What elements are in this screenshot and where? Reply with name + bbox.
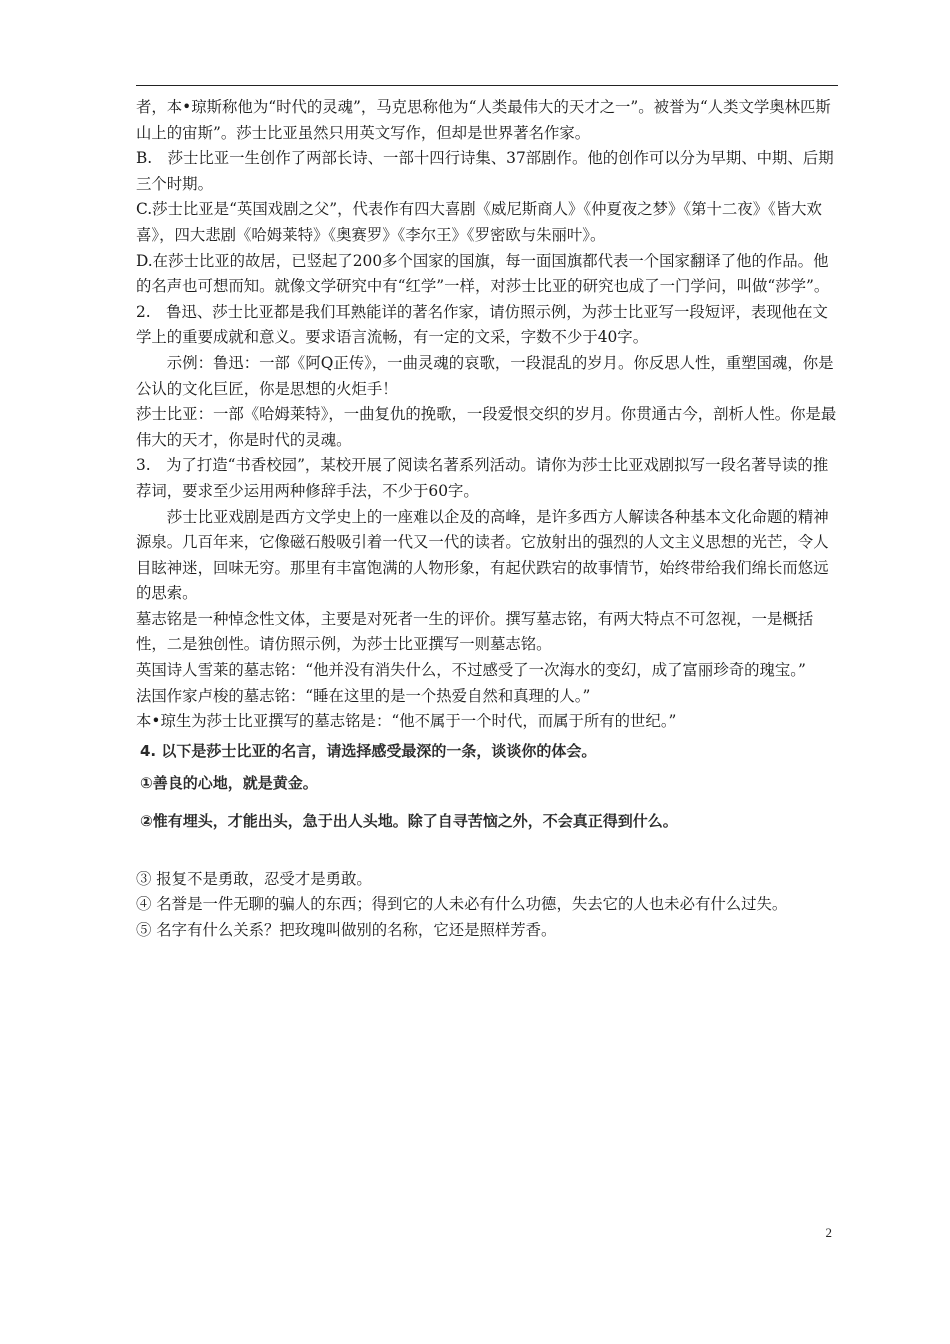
epitaph-intro: 墓志铭是一种悼念性文体，主要是对死者一生的评价。撰写墓志铭，有两大特点不可忽视，一是概括性，二是独创性。请仿照示例，为莎士比亚撰写一则墓志铭。: [136, 609, 814, 654]
question-2: 2. 鲁迅、莎士比亚都是我们耳熟能详的著名作家，请仿照示例，为莎士比亚写一段短评，表现他在文学上的重要成就和意义。要求语言流畅，有一定的文采，字数不少于40字。: [136, 302, 828, 347]
paragraph-option-a-continued: 者，本•琼斯称他为“时代的灵魂”，马克思称他为“人类最伟大的天才之一”。被誉为“人类文学奥林匹斯山上的宙斯”。莎士比亚虽然只用英文写作，但却是世界著名作家。: [136, 98, 831, 142]
question-2-example: 示例：鲁迅：一部《阿Q正传》，一曲灵魂的哀歌，一段混乱的岁月。你反思人性，重塑国魂，你是公认的文化巨匠，你是思想的火炬手！: [136, 353, 834, 398]
quote-4: ④ 名誉是一件无聊的骗人的东西；得到它的人未必有什么功德，失去它的人也未必有什么过失。: [136, 895, 788, 914]
quotes-list: [136, 867, 838, 944]
question-4-block: [136, 737, 838, 835]
question-3: 3. 为了打造“书香校园”，某校开展了阅读名著系列活动。请你为莎士比亚戏剧拟写一段名著导读的推荐词，要求至少运用两种修辞手法，不少于60字。: [136, 456, 829, 500]
document-body: [136, 95, 838, 944]
paragraph-option-d: D.在莎士比亚的故居，已竖起了200多个国家的国旗，每一面国旗都代表一个国家翻译了他的作品。他的名声也可想而知。就像文学研究中有“红学”一样，对莎士比亚的研究也成了一门学问，叫做“莎学”。: [136, 251, 830, 296]
question-3-answer: 莎士比亚戏剧是西方文学史上的一座难以企及的高峰，是许多西方人解读各种基本文化命题的精神源泉。几百年来，它像磁石般吸引着一代又一代的读者。它放射出的强烈的人文主义思想的光芒，令人目眩神迷，回味无穷。那里有丰富饱满的人物形象，有起伏跌宕的故事情节，始终带给我们绵长而悠远的思索。: [136, 507, 829, 603]
page-number: 2: [825, 1225, 832, 1240]
question-2-answer: 莎士比亚：一部《哈姆莱特》，一曲复仇的挽歌，一段爱恨交织的岁月。你贯通古今，剖析人性。你是最伟大的天才，你是时代的灵魂。: [136, 405, 837, 449]
quote-1: ①善良的心地，就是黄金。: [140, 773, 318, 792]
epitaph-shakespeare: 本•琼生为莎士比亚撰写的墓志铭是：“他不属于一个时代，而属于所有的世纪。”: [136, 712, 677, 731]
paragraph-option-c: C.莎士比亚是“英国戏剧之父”，代表作有四大喜剧《威尼斯商人》《仲夏夜之梦》《第十二夜》《皆大欢喜》，四大悲剧《哈姆莱特》《奥赛罗》《李尔王》《罗密欧与朱丽叶》。: [136, 200, 822, 244]
header-rule: [136, 85, 838, 86]
quote-3: ③ 报复不是勇敢，忍受才是勇敢。: [136, 869, 372, 888]
epitaph-rousseau: 法国作家卢梭的墓志铭：“睡在这里的是一个热爱自然和真理的人。”: [136, 686, 591, 705]
question-4-title: 4. 以下是莎士比亚的名言，请选择感受最深的一条，谈谈你的体会。: [140, 741, 597, 760]
quote-5: ⑤ 名字有什么关系？把玫瑰叫做别的名称，它还是照样芳香。: [136, 921, 557, 940]
epitaph-shelley: 英国诗人雪莱的墓志铭：“他并没有消失什么，不过感受了一次海水的变幻，成了富丽珍奇的瑰宝。”: [136, 661, 806, 680]
quote-2: ②惟有埋头，才能出头，急于出人头地。除了自寻苦恼之外，不会真正得到什么。: [140, 811, 678, 830]
paragraph-option-b: B. 莎士比亚一生创作了两部长诗、一部十四行诗集、37部剧作。他的创作可以分为早期、中期、后期三个时期。: [136, 149, 834, 193]
